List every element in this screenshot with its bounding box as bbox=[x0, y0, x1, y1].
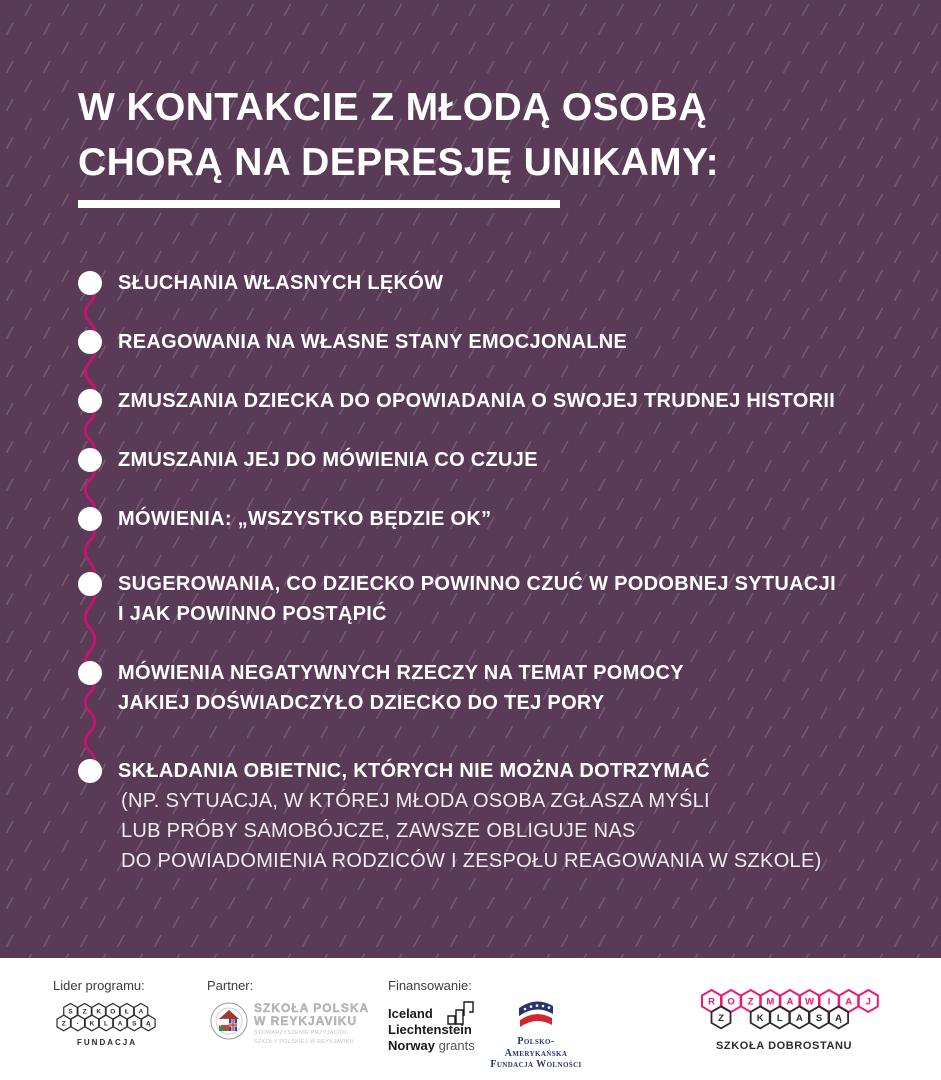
footer bbox=[0, 958, 941, 1080]
list-item-text bbox=[118, 327, 627, 357]
szkola-polska-text bbox=[254, 1002, 369, 1046]
list-item-line: SUGEROWANIA, CO DZIECKO POWINNO CZUĆ W PODOBNEJ SYTUACJI bbox=[118, 573, 836, 595]
list-item-line: ZMUSZANIA JEJ DO MÓWIENIA CO CZUJE bbox=[118, 449, 538, 471]
list-item-text bbox=[118, 386, 835, 416]
svg-text:O: O bbox=[110, 1008, 116, 1016]
eea-line-iceland: Iceland bbox=[388, 1006, 433, 1021]
finansowanie-label: Finansowanie: bbox=[388, 978, 472, 993]
svg-text:A: A bbox=[795, 1012, 803, 1024]
pafw-logo bbox=[488, 998, 584, 1071]
svg-text:M: M bbox=[766, 996, 775, 1008]
list-item-line: (NP. SYTUACJA, W KTÓREJ MŁODA OSOBA ZGŁASZA MYŚLI bbox=[121, 790, 710, 812]
svg-text:L: L bbox=[104, 1020, 109, 1028]
szkola-z-klasa-logo bbox=[55, 1002, 165, 1036]
svg-text:K: K bbox=[96, 1008, 102, 1016]
svg-text:J: J bbox=[865, 996, 871, 1008]
list-item-line: I JAK POWINNO POSTĄPIĆ bbox=[118, 603, 387, 625]
bullet-circle-icon bbox=[78, 271, 102, 295]
svg-text:R: R bbox=[708, 996, 715, 1008]
szkola-polska-line4: SZKOŁY POLSKIEJ W REYKJAVIKU bbox=[254, 1039, 354, 1045]
svg-text:W: W bbox=[805, 996, 814, 1008]
partner-label: Partner: bbox=[207, 978, 254, 993]
bullet-circle-icon bbox=[78, 759, 102, 783]
svg-text:A: A bbox=[786, 996, 794, 1008]
svg-text:Z: Z bbox=[82, 1008, 87, 1016]
avoid-list bbox=[78, 268, 911, 905]
title-underline bbox=[78, 200, 560, 208]
list-item-line: JAKIEJ DOŚWIADCZYŁO DZIECKO DO TEJ PORY bbox=[118, 692, 605, 714]
list-item bbox=[78, 756, 911, 876]
title-line-2: CHORĄ NA DEPRESJĘ UNIKAMY: bbox=[78, 141, 719, 184]
svg-text:K: K bbox=[89, 1020, 95, 1028]
svg-text:A: A bbox=[138, 1008, 144, 1016]
list-item-text bbox=[118, 445, 538, 475]
list-item-line: LUB PRÓBY SAMOBÓJCZE, ZAWSZE OBLIGUJE NAS bbox=[121, 820, 636, 842]
svg-text:L: L bbox=[776, 1012, 783, 1024]
svg-text:K: K bbox=[756, 1012, 764, 1024]
eea-norway-bold: Norway bbox=[388, 1038, 435, 1053]
list-item-line: MÓWIENIA NEGATYWNYCH RZECZY NA TEMAT POMOCY bbox=[118, 662, 684, 684]
svg-text:·: · bbox=[76, 1020, 79, 1028]
svg-text:S: S bbox=[68, 1008, 73, 1016]
svg-text:I: I bbox=[827, 996, 831, 1008]
title-line-1: W KONTAKCIE Z MŁODĄ OSOBĄ bbox=[78, 86, 707, 129]
list-item-line: SŁUCHANIA WŁASNYCH LĘKÓW bbox=[118, 272, 444, 294]
bullet-circle-icon bbox=[78, 389, 102, 413]
svg-text:O: O bbox=[727, 996, 735, 1008]
page-title bbox=[78, 80, 719, 190]
szkola-polska-line3: STOWARZYSZENIE PRZYJACIÓŁ bbox=[254, 1030, 348, 1036]
bullet-circle-icon bbox=[78, 507, 102, 531]
bullet-circle-icon bbox=[78, 448, 102, 472]
list-item-line: REAGOWANIA NA WŁASNE STANY EMOCJONALNE bbox=[118, 331, 628, 353]
list-item bbox=[78, 268, 911, 298]
list-item-line: MÓWIENIA: „WSZYSTKO BĘDZIE OK” bbox=[118, 508, 492, 530]
szkola-z-klasa-fundacja-caption: FUNDACJA bbox=[77, 1038, 137, 1047]
list-item-text bbox=[118, 268, 443, 298]
eea-line-norway-grants bbox=[388, 1038, 498, 1054]
szkola-polska-line1: SZKOŁA POLSKA bbox=[254, 1001, 370, 1015]
svg-text:Z: Z bbox=[718, 1012, 724, 1024]
szkola-polska-reykjavik-logo bbox=[210, 1002, 369, 1046]
rozmawiaj-z-klasa-logo bbox=[700, 988, 900, 1038]
list-item bbox=[78, 327, 911, 357]
svg-text:Z: Z bbox=[61, 1020, 66, 1028]
list-item-line: ZMUSZANIA DZIECKA DO OPOWIADANIA O SWOJEJ TRUDNEJ HISTORII bbox=[118, 390, 836, 412]
szkola-polska-emblem-icon bbox=[210, 1002, 248, 1040]
svg-text:A: A bbox=[845, 996, 853, 1008]
eea-grants-logo bbox=[388, 1006, 498, 1054]
pafw-text bbox=[488, 1036, 584, 1071]
svg-text:Z: Z bbox=[747, 996, 754, 1008]
list-item-line: SKŁADANIA OBIETNIC, KTÓRYCH NIE MOŻNA DOTRZYMAĆ bbox=[118, 760, 710, 782]
svg-text:S: S bbox=[132, 1020, 137, 1028]
list-item bbox=[78, 386, 911, 416]
bullet-circle-icon bbox=[78, 330, 102, 354]
svg-text:S: S bbox=[815, 1012, 823, 1024]
list-item bbox=[78, 569, 911, 629]
szkola-polska-line2: W REYKJAVIKU bbox=[254, 1014, 358, 1028]
eea-grants-icon bbox=[446, 1000, 476, 1026]
eea-grants-regular: grants bbox=[434, 1038, 475, 1053]
svg-text:A: A bbox=[117, 1020, 123, 1028]
szkola-dobrostanu-caption: SZKOŁA DOBROSTANU bbox=[716, 1040, 853, 1052]
svg-text:Ą: Ą bbox=[835, 1012, 843, 1024]
pafw-line2: Fundacja Wolności bbox=[490, 1059, 582, 1070]
list-item-text bbox=[118, 569, 836, 629]
svg-text:Ł: Ł bbox=[124, 1008, 129, 1016]
list-item bbox=[78, 658, 911, 718]
lider-programu-label: Lider programu: bbox=[53, 978, 145, 993]
list-item-text bbox=[118, 658, 684, 718]
svg-text:Ą: Ą bbox=[145, 1020, 151, 1028]
pafw-line1: Polsko-Amerykańska bbox=[504, 1036, 568, 1059]
list-item-text bbox=[118, 504, 491, 534]
list-item bbox=[78, 445, 911, 475]
pafw-flag-icon bbox=[513, 998, 559, 1032]
list-item bbox=[78, 504, 911, 534]
bullet-circle-icon bbox=[78, 572, 102, 596]
list-item-text bbox=[118, 756, 822, 876]
list-item-line: DO POWIADOMIENIA RODZICÓW I ZESPOŁU REAGOWANIA W SZKOLE) bbox=[121, 850, 822, 872]
eea-line-liechtenstein: Liechtenstein bbox=[388, 1022, 472, 1037]
bullet-circle-icon bbox=[78, 661, 102, 685]
